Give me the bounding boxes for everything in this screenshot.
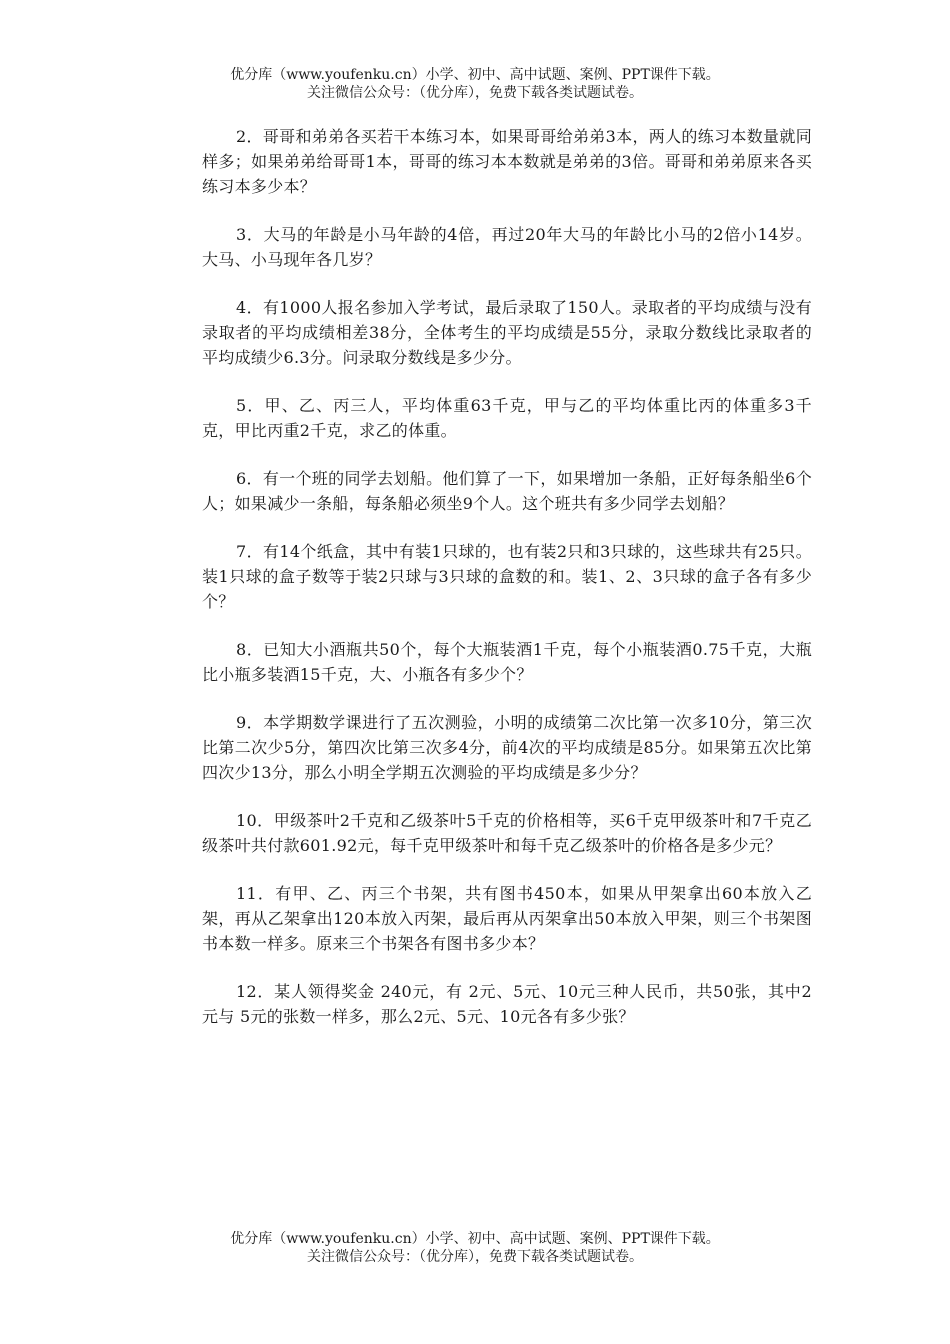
question-10: 10．甲级茶叶2千克和乙级茶叶5千克的价格相等，买6千克甲级茶叶和7千克乙级茶叶共付款601.92元，每千克甲级茶叶和每千克乙级茶叶的价格各是多少元？ [202, 811, 812, 855]
question-11: 11．有甲、乙、丙三个书架，共有图书450本，如果从甲架拿出60本放入乙架，再从乙架拿出120本放入丙架，最后再从丙架拿出50本放入甲架，则三个书架图书本数一样多。原来三个书架各有图书多少本？ [202, 884, 812, 953]
page-header [0, 66, 950, 102]
question-4: 4．有1000人报名参加入学考试，最后录取了150人。录取者的平均成绩与没有录取者的平均成绩相差38分，全体考生的平均成绩是55分，录取分数线比录取者的平均成绩少6.3分。问录取分数线是多少分。 [202, 298, 812, 367]
question-2: 2．哥哥和弟弟各买若干本练习本，如果哥哥给弟弟3本，两人的练习本数量就同样多；如果弟弟给哥哥1本，哥哥的练习本本数就是弟弟的3倍。哥哥和弟弟原来各买练习本多少本？ [202, 127, 812, 196]
question-12: 12．某人领得奖金 240元，有 2元、5元、10元三种人民币，共50张，其中2元与 5元的张数一样多，那么2元、5元、10元各有多少张？ [202, 982, 812, 1026]
question-5: 5．甲、乙、丙三人，平均体重63千克，甲与乙的平均体重比丙的体重多3千克，甲比丙重2千克，求乙的体重。 [202, 396, 812, 440]
question-3: 3．大马的年龄是小马年龄的4倍，再过20年大马的年龄比小马的2倍小14岁。大马、小马现年各几岁？ [202, 225, 812, 269]
question-7: 7．有14个纸盒，其中有装1只球的，也有装2只和3只球的，这些球共有25只。装1只球的盒子数等于装2只球与3只球的盒数的和。装1、2、3只球的盒子各有多少个？ [202, 542, 812, 611]
header-line-2: 关注微信公众号：（优分库），免费下载各类试题试卷。 [307, 85, 643, 101]
header-line-1: 优分库（www.youfenku.cn）小学、初中、高中试题、案例、PPT课件下载。 [230, 67, 720, 83]
question-6: 6．有一个班的同学去划船。他们算了一下，如果增加一条船，正好每条船坐6个人；如果减少一条船，每条船必须坐9个人。这个班共有多少同学去划船？ [202, 469, 812, 513]
question-8: 8．已知大小酒瓶共50个，每个大瓶装酒1千克，每个小瓶装酒0.75千克，大瓶比小瓶多装酒15千克，大、小瓶各有多少个？ [202, 640, 812, 684]
footer-line-1: 优分库（www.youfenku.cn）小学、初中、高中试题、案例、PPT课件下载。 [230, 1231, 720, 1247]
question-9: 9．本学期数学课进行了五次测验，小明的成绩第二次比第一次多10分，第三次比第二次少5分，第四次比第三次多4分，前4次的平均成绩是85分。如果第五次比第四次少13分，那么小明全学期五次测验的平均成绩是多少分？ [202, 713, 812, 782]
footer-line-2: 关注微信公众号：（优分库），免费下载各类试题试卷。 [307, 1249, 643, 1265]
page-footer [0, 1230, 950, 1266]
question-list [202, 124, 812, 1052]
